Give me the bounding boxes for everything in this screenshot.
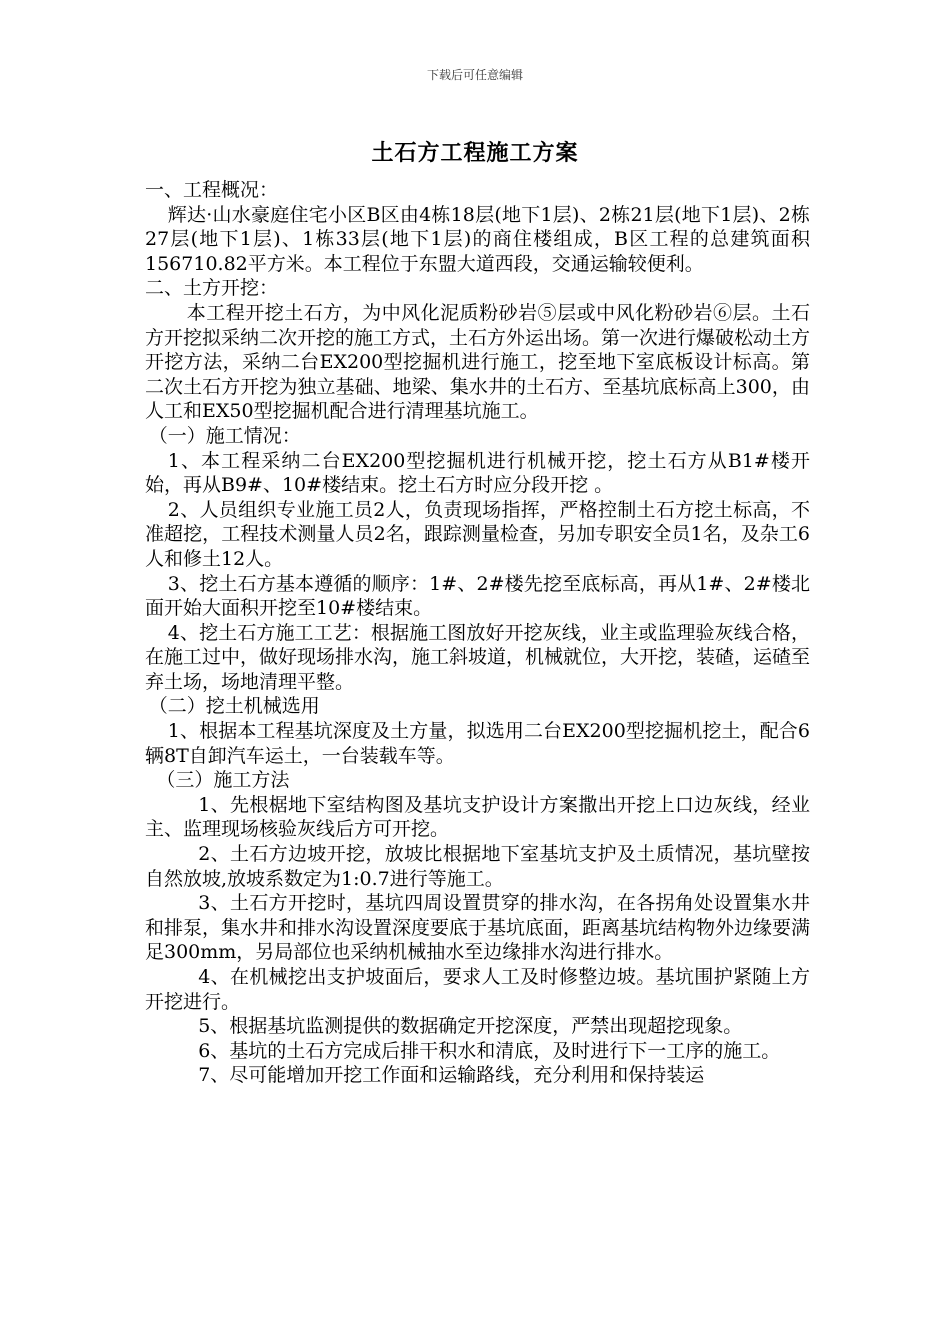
paragraph: 3、挖土石方基本遵循的顺序：1#、2#楼先挖至底标高，再从1#、2#楼北面开始大面积开挖至10#楼结束。 [145, 572, 810, 620]
paragraph: 1、先根椐地下室结构图及基坑支护设计方案撒出开挖上口边灰线，经业主、监理现场核验灰线后方可开挖。 [145, 793, 810, 841]
paragraph: 二、土方开挖： [145, 277, 279, 300]
paragraph: 1、根据本工程基坑深度及土方量，拟选用二台EX200型挖掘机挖土，配合6辆8T自卸汽车运土，一台装载车等。 [145, 720, 810, 767]
paragraph: （二）挖土机械选用 [148, 695, 320, 718]
paragraph: 5、根据基坑监测提供的数据确定开挖深度，严禁出现超挖现象。 [198, 1015, 743, 1038]
paragraph: 2、土石方边坡开挖，放坡比根据地下室基坑支护及土质情况，基坑壁按自然放坡,放坡系数定为1:0.7进行等施工。 [145, 843, 810, 890]
paragraph: 1、本工程采纳二台EX200型挖掘机进行机械开挖，挖土石方从B1#楼开始，再从B9#、10#楼结束。挖土石方时应分段开挖 。 [145, 449, 810, 497]
page-header-note: 下载后可任意编辑 [426, 68, 523, 82]
paragraph: 4、挖土石方施工工艺：根据施工图放好开挖灰线，业主或监理验灰线合格，在施工过中，做好现场排水沟，施工斜坡道，机械就位，大开挖，装碴，运碴至弃土场，场地清理平整。 [145, 621, 811, 693]
paragraph: （一）施工情况： [148, 424, 301, 447]
paragraph: 2、人员组织专业施工员2人，负责现场指挥，严格控制土石方挖土标高，不准超挖，工程技术测量人员2名，跟踪测量检查，另加专职安全员1名，及杂工6人和修土12人。 [145, 498, 810, 570]
paragraph: 本工程开挖土石方，为中风化泥质粉砂岩⑤层或中风化粉砂岩⑥层。土石方开挖拟采纳二次开挖的施工方式，土石方外运出场。第一次进行爆破松动土方开挖方法，采纳二台EX200型挖掘机进行施工，挖至地下室底板设计标高。第二次土石方开挖为独立基础、地梁、集水井的土石方、至基坑底标高上300，由人工和EX50型挖掘机配合进行清理基坑施工。 [145, 301, 811, 423]
paragraph: 4、在机械挖出支护坡面后，要求人工及时修整边坡。基坑围护紧随上方开挖进行。 [145, 966, 810, 1013]
document-body [145, 178, 810, 1088]
page-title: 土石方工程施工方案 [371, 140, 579, 166]
paragraph: 6、基坑的土石方完成后排干积水和清底，及时进行下一工序的施工。 [198, 1039, 781, 1062]
paragraph: 辉达·山水豪庭住宅小区B区由4栋18层(地下1层)、2栋21层(地下1层)、2栋27层(地下1层)、1栋33层(地下1层)的商住楼组成，B区工程的总建筑面积156710.82平方米。本工程位于东盟大道西段，交通运输较便利。 [145, 203, 810, 275]
paragraph: 3、土石方开挖时，基坑四周设置贯穿的排水沟，在各拐角处设置集水井和排泵，集水井和排水沟设置深度要底于基坑底面，距离基坑结构物外边缘要满足300mm，另局部位也采纳机械抽水至边缘排水沟进行排水。 [145, 892, 811, 964]
paragraph: （三）施工方法 [156, 769, 290, 792]
paragraph: 7、尽可能增加开挖工作面和运输路线，充分利用和保持装运 [198, 1064, 705, 1087]
paragraph: 一、工程概况： [145, 179, 279, 201]
